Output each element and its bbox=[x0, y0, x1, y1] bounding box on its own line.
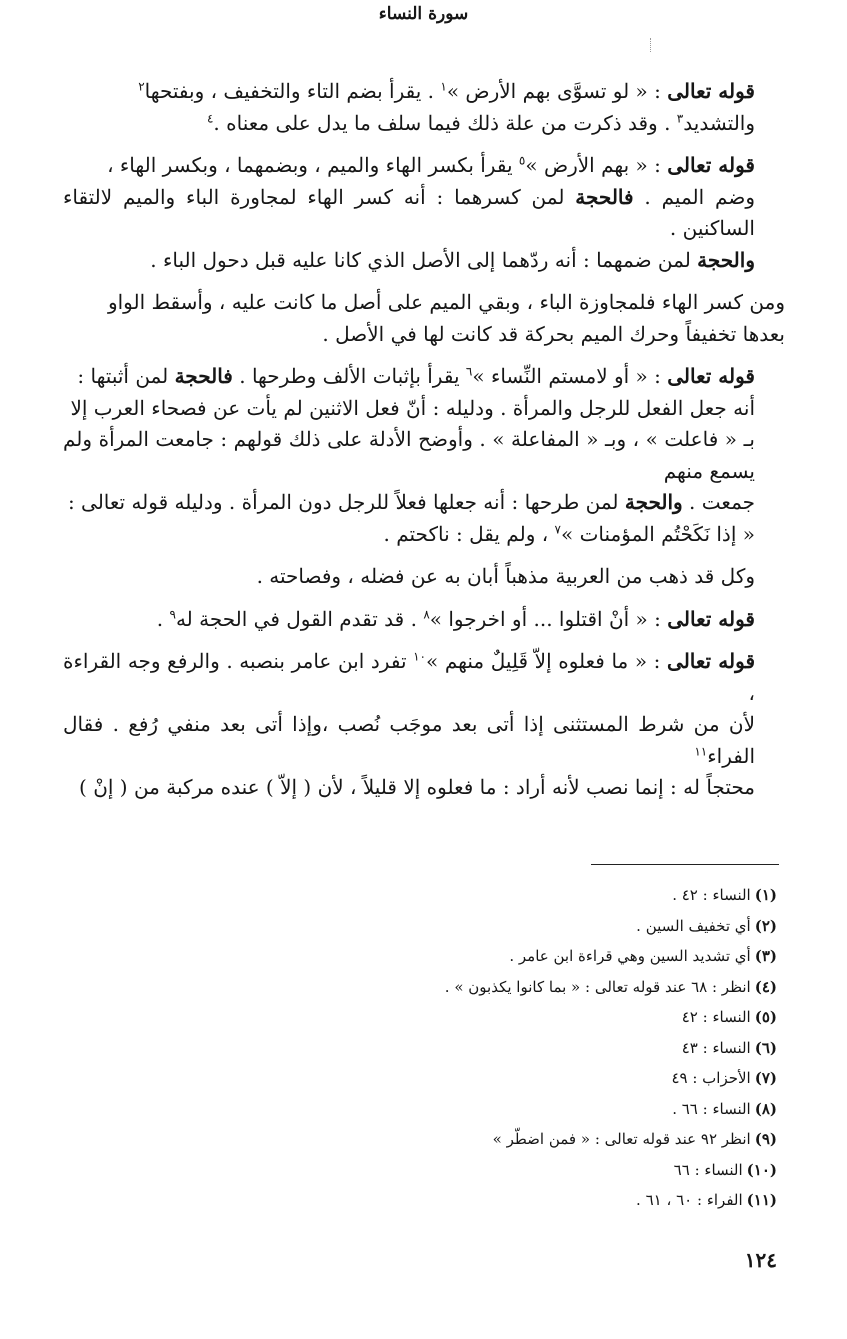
footnote bbox=[77, 1063, 777, 1094]
text-span: ، ولم يقل : ناكحتم . bbox=[383, 521, 555, 546]
text-span: لمن كسرهما : أنه كسر الهاء لمجاورة الباء والميم لالتقاء الساكنين . bbox=[63, 184, 755, 240]
text-line: محتجاً له : إنما نصب لأنه أراد : ما فعلوه إلا قليلاً ، لأن ( إلاّ ) عنده مركبة من ( إنْ ) bbox=[79, 775, 755, 799]
footnote-text: انظر ٩٢ عند قوله تعالى : « فمن اضطّر » bbox=[492, 1130, 751, 1148]
text-line bbox=[63, 150, 755, 182]
footnote bbox=[77, 1155, 777, 1186]
running-title: سورة النساء bbox=[378, 4, 469, 24]
text-span: يقرأ بكسر الهاء والميم ، وبضمهما ، وبكسر الهاء ، bbox=[107, 153, 519, 177]
text-span: يقرأ بإثبات الألف وطرحها . bbox=[232, 364, 466, 388]
text-span: . يقرأ بضم التاء والتخفيف ، وبفتحها bbox=[144, 79, 441, 103]
text-span: تفرد ابن عامر بنصبه . والرفع وجه القراءة ، bbox=[63, 649, 755, 705]
footnote-ref: ٥ bbox=[518, 153, 526, 168]
footnote-ref: ٨ bbox=[423, 606, 430, 621]
text-line bbox=[63, 519, 755, 551]
footnote-ref: ٤ bbox=[206, 110, 214, 125]
text-line bbox=[63, 646, 755, 709]
footnote-divider bbox=[591, 864, 779, 865]
text-line bbox=[63, 487, 755, 519]
footnote-ref: ١ bbox=[440, 79, 447, 94]
text-line: بعدها تخفيفاً وحرك الميم بحركة قد كانت لها في الأصل . bbox=[322, 321, 785, 346]
footnote bbox=[77, 911, 777, 942]
footnote-ref: ٩ bbox=[169, 606, 176, 621]
text-span: لمن أثبتها : bbox=[77, 364, 175, 388]
footnote-number: (٤) bbox=[754, 977, 777, 996]
keyword: قوله تعالى bbox=[667, 649, 756, 673]
text-span: . bbox=[156, 606, 170, 631]
footnote-number: (١١) bbox=[746, 1191, 777, 1209]
footnote bbox=[77, 941, 777, 972]
footnote-number: (١) bbox=[754, 886, 777, 904]
page-number: ١٢٤ bbox=[744, 1248, 777, 1272]
text-line: ومن كسر الهاء فلمجاوزة الباء ، وبقي الميم على أصل ما كانت عليه ، وأسقط الواو bbox=[107, 290, 785, 314]
text-span: لمن ضمهما : أنه ردّهما إلى الأصل الذي كانا عليه قبل دحول الباء . bbox=[150, 247, 698, 272]
text-span: : « بهم الأرض » bbox=[525, 153, 668, 177]
footnote-ref: ٦ bbox=[465, 364, 473, 379]
text-span: « إذا نَكَحْتُم المؤمنات » bbox=[560, 521, 755, 546]
paragraph-5 bbox=[63, 561, 785, 593]
keyword: والحجة bbox=[624, 490, 683, 514]
text-span: . قد تقدم القول في الحجة له bbox=[175, 606, 424, 631]
footnote bbox=[77, 1185, 777, 1216]
margin-mark bbox=[650, 38, 653, 52]
footnote-number: (٨) bbox=[754, 1099, 777, 1118]
text-line: أنه جعل الفعل للرجل والمرأة . ودليله : أنّ فعل الاثنين لم يأت عن فصحاء العرب إلا bbox=[70, 395, 755, 420]
footnote-ref: ٣ bbox=[676, 110, 684, 125]
text-line bbox=[63, 361, 755, 393]
text-span: والتشديد bbox=[683, 110, 755, 135]
footnote-ref: ١٠ bbox=[413, 649, 426, 664]
footnote-text: النساء : ٦٦ bbox=[673, 1160, 743, 1179]
text-span: لمن طرحها : أنه جعلها فعلاً للرجل دون المرأة . ودليله قوله تعالى : bbox=[67, 490, 625, 514]
footnote bbox=[77, 1124, 777, 1155]
footnote bbox=[77, 1094, 777, 1125]
footnote-number: (٩) bbox=[754, 1130, 777, 1148]
footnote-number: (١٠) bbox=[746, 1160, 777, 1179]
footnote-text: الأحزاب : ٤٩ bbox=[671, 1069, 751, 1087]
footnote-number: (٧) bbox=[754, 1069, 777, 1087]
footnote-text: النساء : ٦٦ . bbox=[672, 1099, 751, 1118]
text-span: : « لو تسوَّى بهم الأرض » bbox=[446, 79, 668, 103]
keyword: قوله تعالى bbox=[667, 606, 755, 631]
footnote-number: (٣) bbox=[754, 947, 777, 965]
main-text bbox=[63, 76, 785, 815]
paragraph-6 bbox=[63, 604, 785, 636]
keyword: فالحجة bbox=[174, 364, 233, 388]
text-line bbox=[63, 108, 755, 140]
paragraph-2 bbox=[63, 150, 785, 276]
text-line: وكل قد ذهب من العربية مذهباً أبان به عن فضله ، وفصاحته . bbox=[256, 564, 755, 588]
text-span: : « أنْ اقتلوا ... أو اخرجوا » bbox=[429, 606, 668, 631]
keyword: قوله تعالى bbox=[667, 153, 755, 177]
keyword: فالحجة bbox=[575, 184, 634, 209]
footnote-ref: ٧ bbox=[554, 521, 561, 536]
text-line bbox=[63, 182, 755, 245]
footnote-text: النساء : ٤٢ . bbox=[672, 886, 751, 904]
footnote-number: (٦) bbox=[754, 1038, 777, 1057]
footnote bbox=[77, 972, 777, 1003]
text-line bbox=[63, 709, 755, 772]
text-line bbox=[63, 604, 755, 636]
paragraph-4 bbox=[63, 361, 785, 550]
text-span: . وقد ذكرت من علة ذلك فيما سلف ما يدل على معناه . bbox=[213, 110, 677, 135]
footnote bbox=[77, 880, 777, 911]
footnote-text: انظر : ٦٨ عند قوله تعالى : « بما كانوا يكذبون » . bbox=[444, 977, 751, 996]
footnotes bbox=[77, 880, 777, 1216]
footnote-text: النساء : ٤٢ bbox=[681, 1008, 751, 1026]
footnote-text: النساء : ٤٣ bbox=[681, 1038, 751, 1057]
keyword: قوله تعالى bbox=[667, 79, 755, 103]
text-line: بـ « فاعلت » ، وبـ « المفاعلة » . وأوضح الأدلة على ذلك قولهم : جامعت المرأة ولم يسمع منهم bbox=[63, 427, 755, 483]
text-line bbox=[63, 76, 755, 108]
text-line bbox=[63, 245, 755, 277]
footnote bbox=[77, 1033, 777, 1064]
text-span: : « أو لامستم النِّساء » bbox=[472, 364, 668, 388]
footnote-text: الفراء : ٦٠ ، ٦١ . bbox=[636, 1191, 743, 1209]
keyword: قوله تعالى bbox=[667, 364, 755, 388]
footnote-ref: ٢ bbox=[138, 79, 145, 94]
paragraph-1 bbox=[63, 76, 785, 139]
text-span: جمعت . bbox=[682, 490, 755, 514]
footnote bbox=[77, 1002, 777, 1033]
text-span: وضم الميم . bbox=[633, 184, 755, 209]
paragraph-7 bbox=[63, 646, 785, 804]
keyword: والحجة bbox=[697, 247, 755, 272]
footnote-number: (٥) bbox=[754, 1008, 777, 1026]
footnote-number: (٢) bbox=[754, 916, 777, 935]
footnote-text: أي تخفيف السين . bbox=[636, 916, 751, 935]
text-span: : « ما فعلوه إلاّ قَلِيلٌ منهم » bbox=[426, 649, 668, 673]
text-span: لأن من شرط المستثنى إذا أتى بعد موجَب نُصب ،وإذا أتى بعد منفي رُفع . فقال الفراء bbox=[63, 712, 755, 768]
paragraph-3 bbox=[63, 287, 785, 350]
footnote-text: أي تشديد السين وهي قراءة ابن عامر . bbox=[509, 947, 751, 965]
footnote-ref: ١١ bbox=[694, 743, 708, 758]
